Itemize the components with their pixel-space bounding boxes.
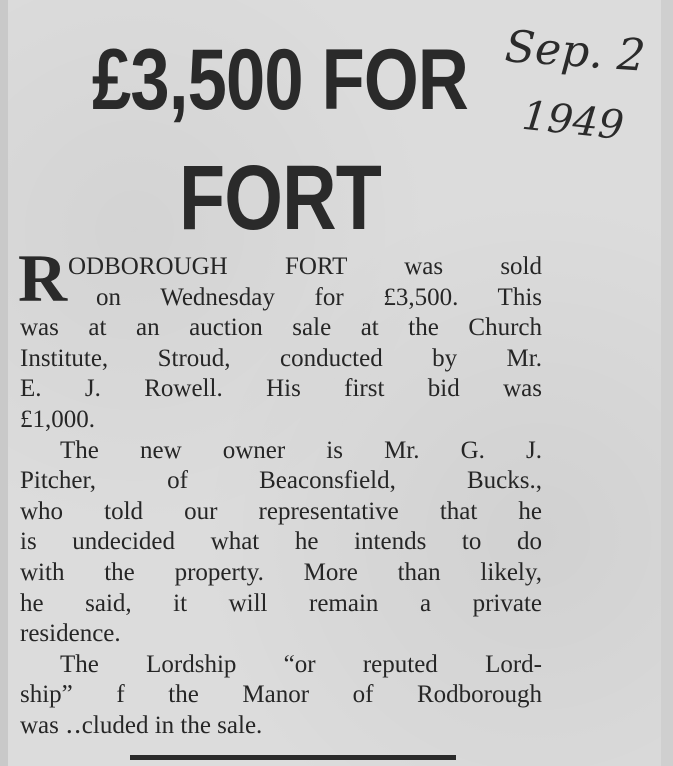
headline-line-1: £3,500 FOR	[92, 32, 468, 128]
article-line: on Wednesday for £3,500. This	[96, 283, 542, 311]
article-line: is undecided what he intends to do	[20, 528, 542, 556]
handwritten-year: 1949	[519, 92, 626, 150]
article-body	[18, 240, 542, 742]
article-paragraph-3	[20, 650, 542, 742]
article-line: £1,000.	[20, 405, 95, 433]
clipping-right-edge	[661, 0, 673, 766]
article-line: Pitcher, of Beaconsfield, Bucks.,	[20, 467, 542, 495]
article-line: was ‥cluded in the sale.	[20, 711, 263, 739]
headline-line-2: FORT	[178, 147, 382, 249]
article-line: he said, it will remain a private	[20, 589, 542, 617]
drop-cap: R	[18, 240, 68, 316]
article-line: who told our representative that he	[20, 497, 542, 525]
article-line: The new owner is Mr. G. J.	[60, 436, 542, 464]
article-line: E. J. Rowell. His first bid was	[20, 375, 542, 403]
article-line: shipˮ f the Manor of Rodborough	[20, 681, 542, 709]
article-line: The Lordship “or reputed Lord-	[60, 650, 542, 678]
article-line: was at an auction sale at the Church	[20, 314, 542, 342]
article-paragraph-1	[18, 240, 542, 436]
article-line: residence.	[20, 620, 121, 648]
article-line: ODBOROUGH FORT was sold	[68, 253, 542, 280]
bottom-rule	[130, 755, 456, 760]
clipping-left-edge	[0, 0, 8, 766]
article-paragraph-2	[20, 436, 542, 650]
article-line: with the property. More than likely,	[20, 558, 542, 586]
article-line: Institute, Stroud, conducted by Mr.	[20, 344, 542, 372]
handwritten-date: Sep. 2	[503, 21, 647, 82]
